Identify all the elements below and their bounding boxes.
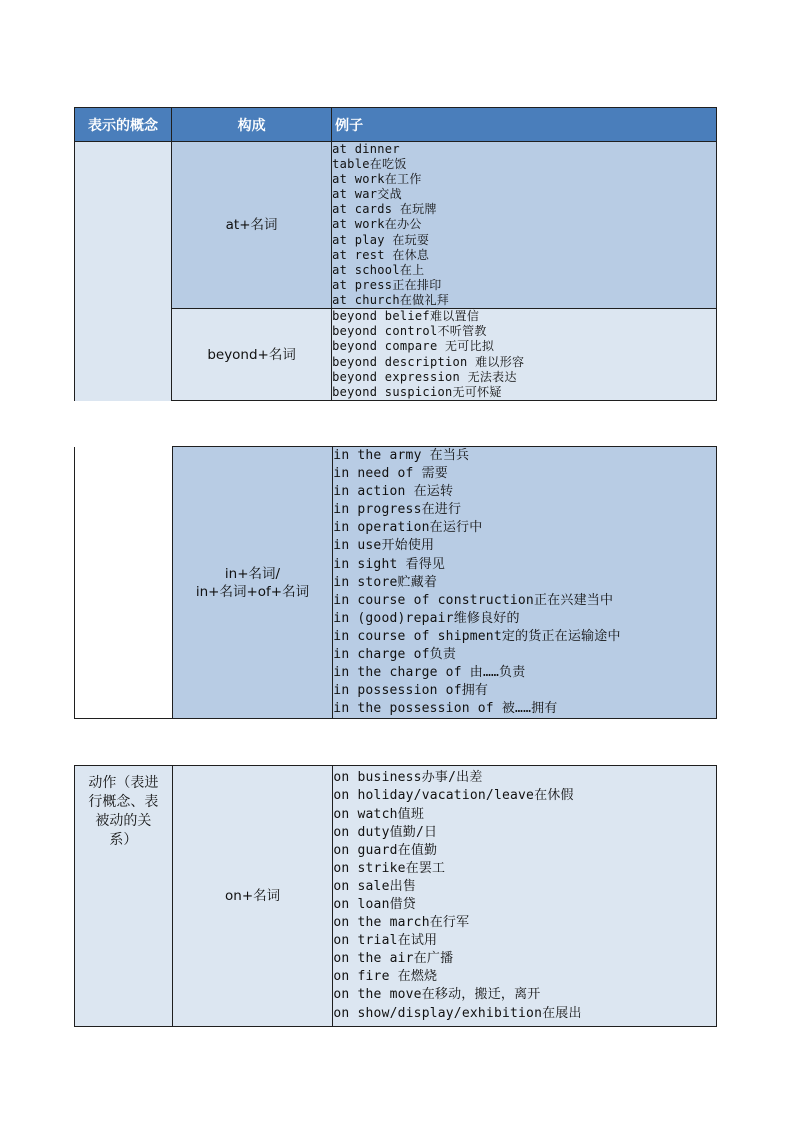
example-line: in sight 看得见 — [333, 556, 446, 572]
example-line: in (good)repair维修良好的 — [333, 610, 520, 626]
example-line: beyond description 难以形容 — [332, 354, 525, 369]
example-line: on duty值勤/日 — [333, 824, 438, 840]
example-line: in action 在运转 — [333, 484, 454, 500]
concept-line: 动作（表进 — [88, 775, 159, 791]
table-row — [75, 309, 717, 401]
concept-cell — [75, 766, 173, 1027]
structure-line: in+名词+of+名词 — [195, 583, 310, 600]
structure-cell: beyond+名词 — [172, 309, 332, 401]
example-line: in progress在进行 — [333, 502, 462, 518]
example-line: at play 在玩耍 — [332, 232, 430, 247]
example-line: in the army 在当兵 — [333, 448, 470, 463]
table-row — [75, 142, 717, 309]
example-line: beyond expression 无法表达 — [332, 369, 517, 384]
example-line: table在吃饭 — [332, 157, 407, 172]
example-line: in the charge of 由……负责 — [333, 665, 526, 681]
example-line: on the march在行军 — [333, 915, 470, 931]
example-line: at work在办公 — [332, 217, 422, 232]
concept-line: 被动的关 — [95, 813, 152, 829]
example-line: on watch值班 — [333, 806, 425, 822]
structure-cell: at+名词 — [172, 142, 332, 309]
example-line: on the air在广播 — [333, 951, 454, 967]
example-line: in need of 需要 — [333, 466, 448, 482]
example-line: on guard在值勤 — [333, 842, 438, 858]
example-line: at press正在排印 — [332, 277, 442, 292]
example-line: in store贮藏着 — [333, 574, 438, 590]
structure-cell: on+名词 — [172, 766, 333, 1027]
example-line: beyond belief难以置信 — [332, 309, 480, 324]
example-line: in course of construction正在兴建当中 — [333, 592, 614, 608]
example-line: at rest 在休息 — [332, 247, 430, 262]
example-line: in operation在运行中 — [333, 520, 483, 536]
example-line: on fire 在燃烧 — [333, 969, 438, 985]
example-line: at school在上 — [332, 262, 425, 277]
example-line: at work在工作 — [332, 172, 422, 187]
example-line: at church在做礼拜 — [332, 292, 450, 307]
concept-line: 行概念、表 — [88, 794, 159, 810]
header-structure: 构成 — [172, 108, 332, 142]
examples-cell — [332, 309, 717, 401]
example-line: on sale出售 — [333, 878, 416, 894]
example-line: on trial在试用 — [333, 933, 438, 949]
structure-cell — [172, 447, 333, 719]
example-line: beyond control不听管教 — [332, 324, 487, 339]
table-block-1 — [74, 107, 717, 401]
concept-cell — [75, 142, 172, 401]
example-line: on strike在罢工 — [333, 860, 446, 876]
concept-line: 系） — [109, 832, 138, 848]
example-line: in use开始使用 — [333, 538, 435, 554]
example-line: on show/display/exhibition在展出 — [333, 1005, 582, 1021]
example-line: at cards 在玩牌 — [332, 202, 437, 217]
concept-cell — [75, 447, 173, 719]
examples-cell — [333, 766, 717, 1027]
table-block-3 — [74, 765, 717, 1027]
header-concept: 表示的概念 — [75, 108, 172, 142]
example-line: on the move在移动，搬迁，离开 — [333, 987, 541, 1003]
table-header-row — [75, 108, 717, 142]
examples-cell — [333, 447, 717, 719]
examples-cell — [332, 142, 717, 309]
example-line: in possession of拥有 — [333, 683, 489, 699]
example-line: at dinner — [332, 142, 400, 156]
header-examples: 例子 — [332, 108, 717, 142]
table-block-2 — [74, 446, 717, 719]
example-line: in charge of负责 — [333, 647, 457, 663]
table-row — [75, 447, 717, 719]
structure-line: in+名词/ — [224, 565, 281, 582]
example-line: beyond compare 无可比拟 — [332, 339, 495, 354]
example-line: on loan借贷 — [333, 897, 416, 912]
example-line: beyond suspicion无可怀疑 — [332, 384, 502, 399]
example-line: in the possession of 被……拥有 — [333, 701, 558, 717]
example-line: on holiday/vacation/leave在休假 — [333, 788, 574, 804]
table-row — [75, 766, 717, 1027]
example-line: on business办事/出差 — [333, 770, 483, 786]
example-line: at war交战 — [332, 187, 402, 202]
example-line: in course of shipment定的货正在运输途中 — [333, 628, 621, 644]
